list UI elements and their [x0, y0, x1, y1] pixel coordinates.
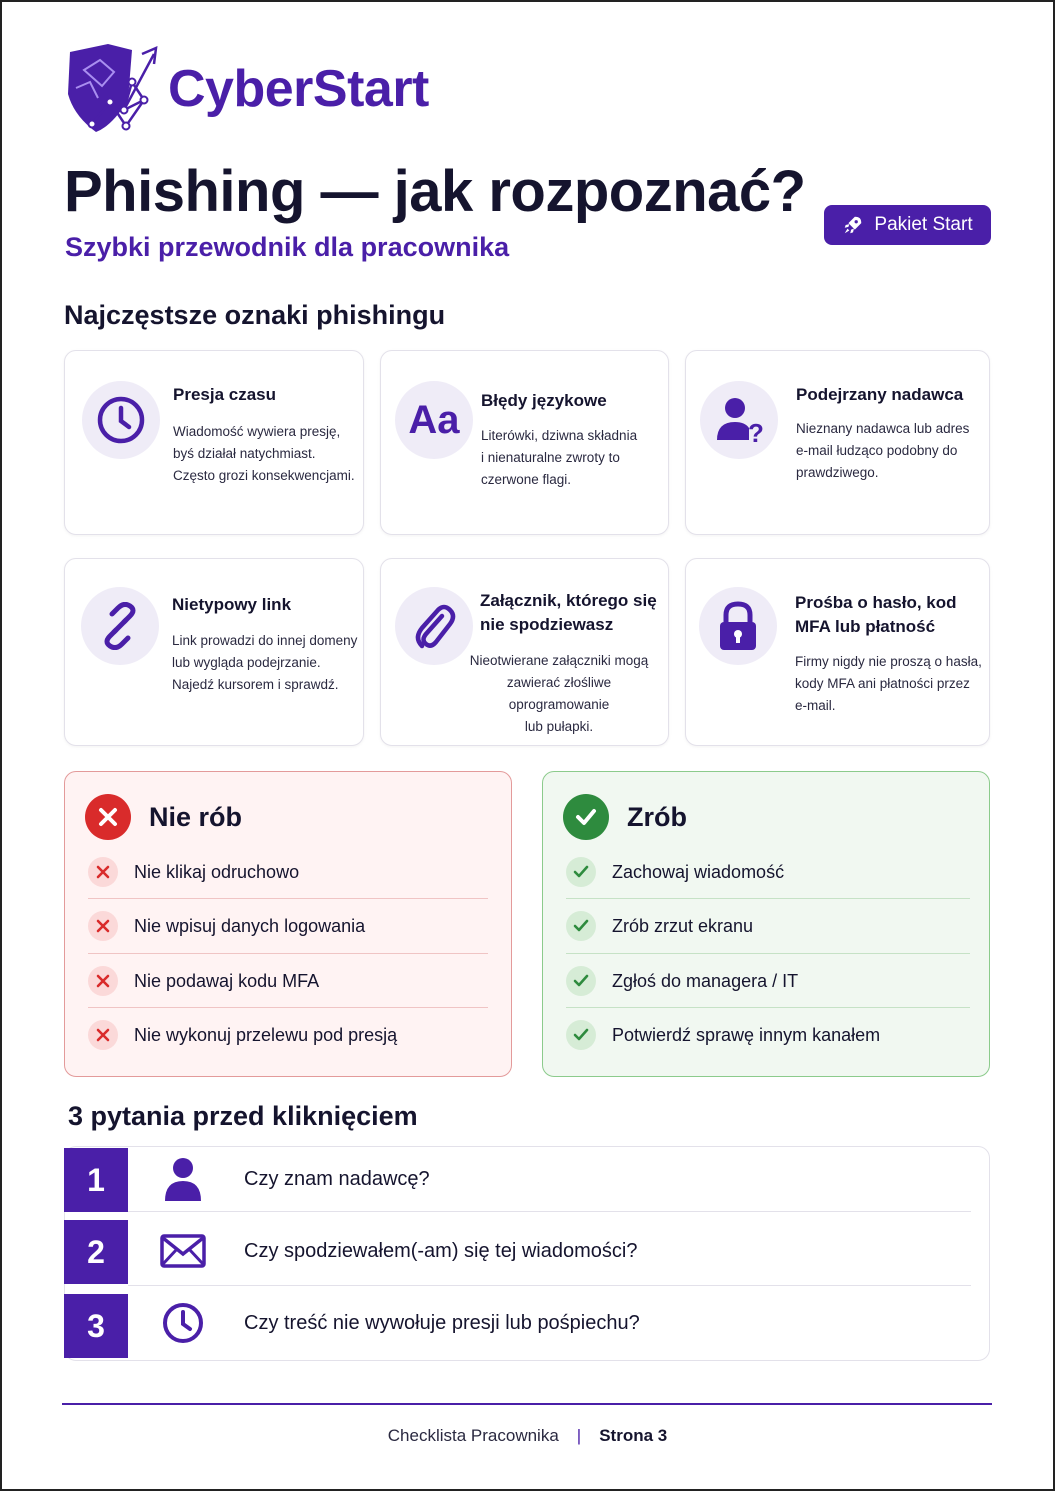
clock-icon: [82, 381, 160, 459]
do-item: [566, 1008, 880, 1062]
do-title: Zrób: [627, 801, 687, 832]
dont-title: Nie rób: [149, 801, 243, 832]
dont-item-label: Nie klikaj odruchowo: [134, 861, 300, 882]
x-icon: [88, 911, 118, 941]
dont-item-label: Nie wykonuj przelewu pod presją: [134, 1024, 398, 1045]
sign-card-time-pressure: [64, 350, 364, 535]
footer-separator: |: [576, 1426, 582, 1445]
rocket-icon: [842, 214, 864, 236]
do-item-label: Zrób zrzut ekranu: [612, 915, 754, 936]
envelope-icon: [160, 1228, 206, 1274]
divider: [128, 1211, 971, 1212]
dont-item: [88, 845, 299, 899]
sign-card-credentials-request: [685, 558, 990, 746]
do-item-label: Zachowaj wiadomość: [612, 861, 785, 882]
check-icon: [566, 1020, 596, 1050]
card-text: Wiadomość wywiera presję, byś działał natychmiast. Często grozi konsekwencjami.: [173, 424, 355, 483]
dont-header: [85, 794, 242, 840]
clock-icon: [160, 1300, 206, 1346]
question-number: 2: [64, 1220, 128, 1284]
signs-heading: Najczęstsze oznaki phishingu: [64, 300, 446, 330]
shield-logo-icon: [62, 40, 162, 138]
check-icon: [566, 857, 596, 887]
x-icon: [88, 1020, 118, 1050]
dont-item-label: Nie wpisuj danych logowania: [134, 915, 366, 936]
card-text: Literówki, dziwna składnia i nienaturalne zwroty to czerwone flagi.: [481, 428, 638, 487]
dont-item-label: Nie podawaj kodu MFA: [134, 970, 320, 991]
package-badge: [824, 205, 991, 245]
x-icon: [88, 966, 118, 996]
question-text: Czy treść nie wywołuje presji lub pośpiechu?: [244, 1312, 640, 1334]
check-circle-icon: [563, 794, 609, 840]
card-title: Presja czasu: [173, 385, 277, 404]
do-header: [563, 794, 687, 840]
sign-card-unusual-link: [64, 558, 364, 746]
card-title: Podejrzany nadawca: [796, 385, 964, 404]
card-title: Prośba o hasło, kod MFA lub płatność: [795, 593, 957, 636]
question-text: Czy spodziewałem(-am) się tej wiadomości?: [244, 1240, 638, 1262]
badge-label: Pakiet Start: [874, 214, 973, 235]
dont-item: [88, 1008, 397, 1062]
do-item: [566, 954, 798, 1008]
user-question-icon: [700, 381, 778, 459]
footer: [0, 1426, 1055, 1446]
do-item-label: Zgłoś do managera / IT: [612, 970, 799, 991]
sign-card-language-errors: [380, 350, 669, 535]
brand-name: CyberStart: [168, 60, 429, 118]
do-item: [566, 845, 784, 899]
card-text: Firmy nigdy nie proszą o hasła, kody MFA ani płatności przez e-mail.: [795, 654, 982, 713]
x-icon: [88, 857, 118, 887]
question-text: Czy znam nadawcę?: [244, 1168, 430, 1190]
footer-label: Checklista Pracownika: [387, 1426, 559, 1445]
card-title: Nietypowy link: [172, 595, 292, 614]
question-number: 3: [64, 1294, 128, 1358]
card-title: Załącznik, którego się nie spodziewasz: [480, 591, 657, 634]
font-aa-icon: Aa: [395, 381, 473, 459]
do-item: [566, 899, 753, 953]
divider: [128, 1285, 971, 1286]
footer-rule: [62, 1403, 992, 1405]
x-circle-icon: [85, 794, 131, 840]
question-number: 1: [64, 1148, 128, 1212]
dont-item: [88, 954, 319, 1008]
padlock-icon: [699, 587, 777, 665]
sign-card-suspicious-sender: [685, 350, 990, 535]
check-icon: [566, 966, 596, 996]
user-icon: [160, 1156, 206, 1202]
card-text: Nieznany nadawca lub adres e-mail łudząco podobny do prawdziwego.: [796, 421, 970, 480]
page-number: Strona 3: [599, 1426, 668, 1445]
brand-logo: [62, 40, 429, 138]
dont-item: [88, 899, 365, 953]
page-title: Phishing — jak rozpoznać?: [64, 159, 806, 224]
link-icon: [81, 587, 159, 665]
card-text: Nieotwierane załączniki mogą zawierać złośliwe oprogramowanie lub pułapki.: [469, 653, 649, 734]
card-text: Link prowadzi do innej domeny lub wygląda podejrzanie. Najedź kursorem i sprawdź.: [172, 633, 358, 692]
svg-text:?: ?: [748, 418, 764, 446]
do-item-label: Potwierdź sprawę innym kanałem: [612, 1024, 881, 1045]
sign-card-unexpected-attachment: [380, 558, 669, 746]
card-title: Błędy językowe: [481, 391, 607, 410]
questions-heading: 3 pytania przed kliknięciem: [68, 1101, 418, 1131]
page-subtitle: Szybki przewodnik dla pracownika: [65, 232, 510, 262]
check-icon: [566, 911, 596, 941]
